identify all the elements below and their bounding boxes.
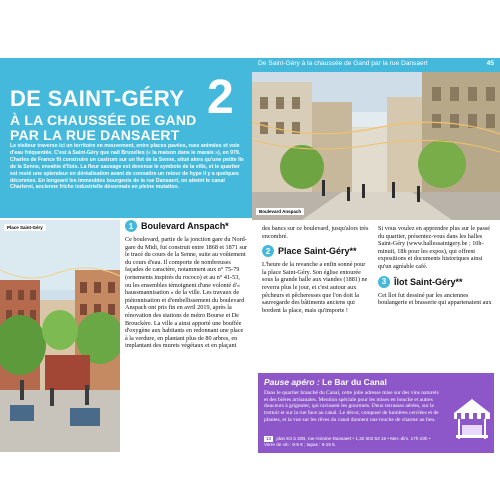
chapter-number: 2 (207, 71, 234, 124)
chapter-title-sub-1: À LA CHAUSSÉE DE GAND (10, 112, 197, 128)
photo-place-saint-gery (0, 220, 120, 452)
pause-practical-info (264, 436, 442, 448)
poi-header (378, 276, 494, 288)
poi-1-continuation: des bancs sur ce boulevard, jusqu'alors très encombré. (262, 225, 369, 240)
poi-description: Cet îlot fut dessiné par les anciennes boulangerie et brasserie qui appartenaient aux (378, 291, 492, 307)
text-column-right (378, 225, 494, 307)
pause-venue-name: Le Bar du Canal (322, 377, 387, 387)
poi-title: Place Saint-Géry** (278, 246, 357, 257)
photo-right-caption: Boulevard Anspach (256, 208, 304, 215)
pause-apero-box (258, 373, 494, 453)
pause-map-ref: 13 (266, 436, 272, 441)
running-header (252, 58, 500, 72)
poi-number-badge: 2 (262, 245, 274, 257)
spread-area (0, 58, 500, 450)
running-header-title: De Saint-Géry à la chaussée de Gand par la rue Dansaert (258, 60, 428, 67)
chapter-title-sub-2: PAR LA RUE DANSAERT (10, 127, 180, 143)
chapter-title (10, 88, 200, 142)
poi-description: Ce boulevard, partie de la jonction gare du Nord-gare du Midi, fut construit entre 1868 et 1871 sur le tracé du cours de la Senne, suite au voûtement du cours d'eau. Il comporte de nombreuses façades de caractère, notamment aux n° 75-79 (ornements inspirés du rococo) et au n° 41-53, ou les ensembles témoignent d'une volonté d'« haussmannisation » de la ville. Les travaux de piétonnisation et d'embellissement du boulevard Anspach ont pris fin en avril 2019, après la rénovation des stations de métro Bourse et De Brouckère. La ville a ainsi apporté une bouffée d'oxygène aux habitants en redonnant une place à la verdure, en plantant plus de 80 arbres, en implantant des murets végétaux et en plaçant (125, 236, 248, 350)
chapter-intro: Le visiteur traverse ici un territoire en mouvement, entre places pavées, rues animées et voie d'eau fréquentée. C'est à Saint-Géry que naît Bruxelles (« la maison dans le marais »), en 979. Charles de France fit construire un castrum sur un îlot de la Senne, situé alors qu'une petite île de la Senne, envahie d'îlots. La fleur sauvage est devenue le symbole de la ville, et le quartier est resté une splendeur en déréalisation avant de connaître un retour de hype il y a quelques décennies. En longeant les immeubles bourgeois de la rue Dansaert, on atteint le canal Charleroi, ancienne friche industrielle désormais en pleine mutation. (10, 143, 244, 191)
poi-number-badge: 3 (378, 276, 390, 288)
halles-info: Si vous voulez en apprendre plus sur le passé du quartier, présentez-vous dans les halles Saint-Géry (www.hallessaintgery.be ; 10h-minuit, 18h pour les expos), qui offrent expositions et documents historiques ainsi qu'un agréable café. (378, 225, 491, 270)
boulevard-illustration (252, 72, 500, 220)
chapter-title-main: DE SAINT-GÉRY (10, 86, 185, 111)
poi-number-badge: 1 (125, 220, 137, 232)
poi-header (262, 245, 370, 257)
poi-description: L'heure de la revanche a enfin sonné pour la place Saint-Géry. Son église entourée sous la grande halle aux viandes (1881) ne reverra plus le jour, et c'est autour aux pêcheurs et pêcheresses que l'on doit la sauvegarde des bâtiments anciens qui bordent la place, mais qu'importe ! (262, 261, 368, 314)
poi-header (125, 220, 247, 232)
pause-title (264, 377, 387, 387)
photo-boulevard-anspach (252, 72, 500, 220)
poi-title: Boulevard Anspach* (141, 221, 229, 231)
chapter-hero (0, 58, 252, 218)
pause-info-text: plan E3 à 20B, rue Antoine-Dansaert • 1,32 502 53 15 • Mer.-dim. 17h-23h • Verre de vin : 6-8 € ; tapas : 6-15 €. (264, 436, 431, 447)
page-number: 45 (486, 60, 494, 67)
pause-lead: Pause apéro : (264, 377, 320, 387)
poi-boulevard-anspach (125, 220, 247, 350)
street-scene-illustration (0, 220, 120, 452)
text-column-middle (262, 225, 370, 314)
photo-left-caption: Place Saint-Géry (4, 224, 46, 231)
poi-title: Îlot Saint-Géry** (394, 276, 463, 287)
bar-canopy-icon (450, 395, 494, 445)
pause-description: Dans le quartier branché du Canal, cette jolie adresse mise sur des vins naturels et des bières artisanales. Mention spéciale pour les mises en bouche et autres douceurs à grignoter, qui ravissent les gourmets. Deux terrasses aérées, sur le trottoir et sur la rue face au canal. Le décor, composé de lumières cerclées et de plantes, et la vue sur les rêves du canal donnent une touche de charme au lieu. (264, 390, 439, 423)
